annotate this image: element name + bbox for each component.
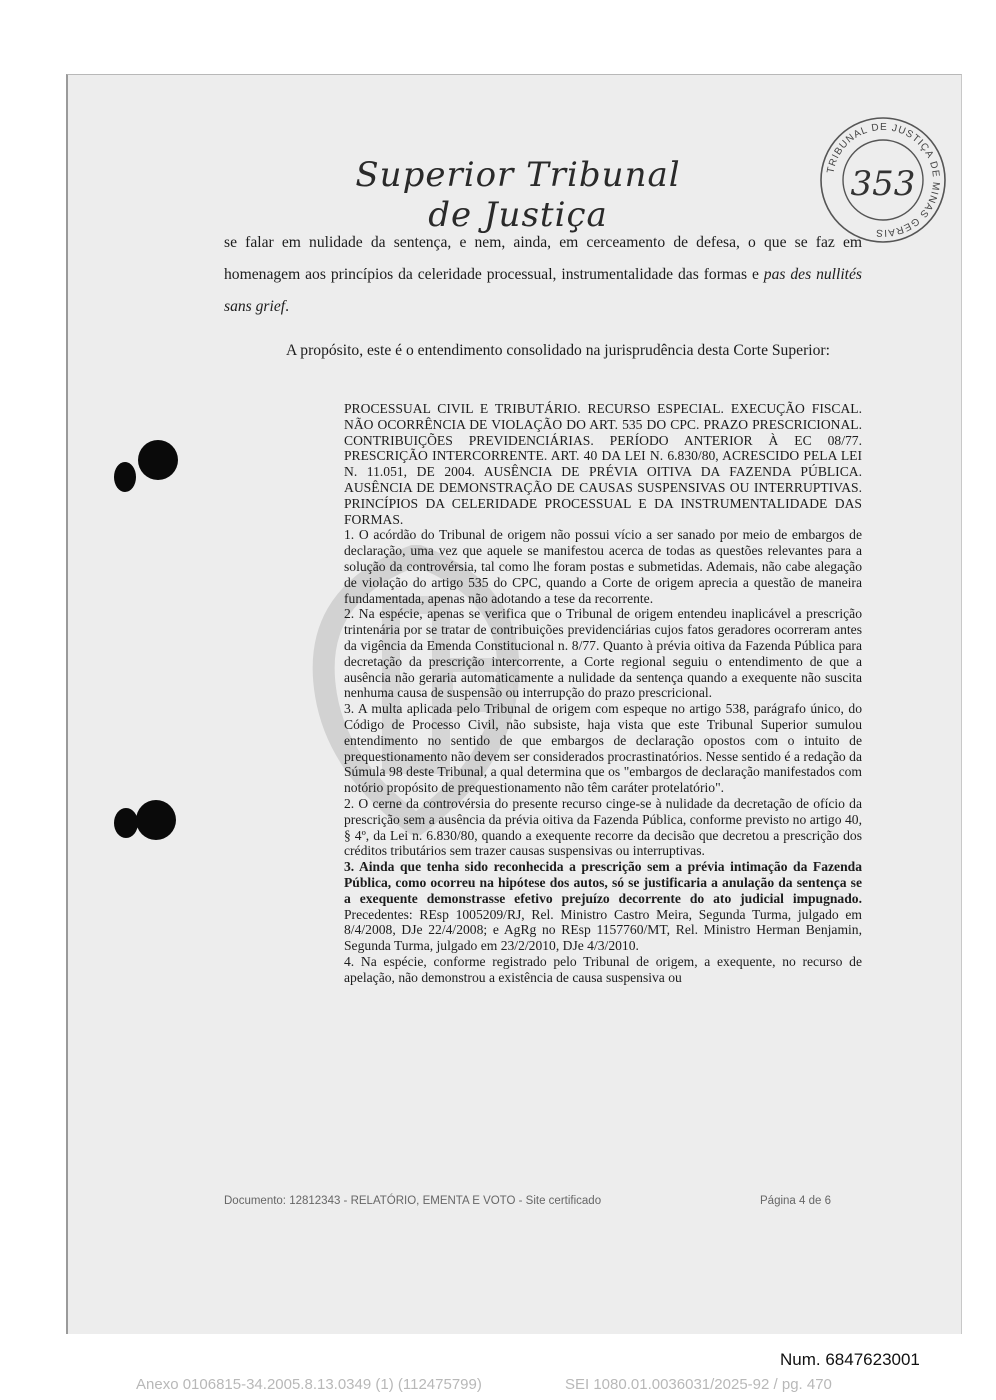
seal-ring-text: TRIBUNAL DE JUSTIÇA DE MINAS GERAIS (825, 121, 942, 239)
court-header-title: Superior Tribunal de Justiça (355, 155, 681, 235)
court-seal-stamp (818, 115, 948, 245)
punch-hole (114, 808, 138, 838)
document-footer-id: Documento: 12812343 - RELATÓRIO, EMENTA E VOTO - Site certificado (224, 1195, 602, 1207)
quote-item-2: 2. Na espécie, apenas se verifica que o Tribunal de origem entendeu inaplicável a prescrição trintenária por se tratar de contribuições previdenciárias cujos fatos geradores ocorreram antes da vigência da Emenda Constitucional n. 8/77. Quanto à prévia oitiva da Fazenda Pública para decretação da prescrição intercorrente, a Corte regional seguiu o entendimento de que a ausência não geraria automaticamente a nulidade da sentença quando a exequente não suscita nenhuma causa de suspensão ou interrupção do prazo prescricional. (344, 606, 862, 701)
quote-item-5-bold: 3. Ainda que tenha sido reconhecida a prescrição sem a prévia intimação da Fazenda Pública, como ocorreu na hipótese dos autos, só se justificaria a anulação da sentença se a exequente demonstrasse efetivo prejuízo decorrente do ato judicial impugnado. (344, 859, 862, 906)
quote-item-6: 4. Na espécie, conforme registrado pelo Tribunal de origem, a exequente, no recurso de apelação, não demonstrou a existência de causa suspensiva ou (344, 953, 862, 985)
quote-item-3: 3. A multa aplicada pelo Tribunal de origem com espeque no artigo 538, parágrafo único, do Código de Processo Civil, não subsiste, haja vista que este Tribunal Superior sumulou entendimento no sentido de que embargos de declaração opostos com o intuito de prequestionamento não devem ser considerados procrastinatórios. Nesse sentido é a redação da Súmula 98 deste Tribunal, a qual determina que os "embargos de declaração manifestados com notório propósito de prequestionamento não têm caráter protelatório". (344, 701, 862, 796)
quote-item-5 (344, 859, 862, 954)
jurisprudence-quote (344, 401, 862, 985)
seal-number: 353 (850, 164, 916, 204)
scanned-page (66, 74, 962, 1334)
body-paragraph-1-text: se falar em nulidade da sentença, e nem, ainda, em cerceamento de defesa, o que se faz em homenagem aos princípios da celeridade processual, instrumentalidade das formas e (224, 234, 862, 283)
sei-reference: SEI 1080.01.0036031/2025-92 / pg. 470 (565, 1376, 832, 1393)
quote-item-5-rest: Precedentes: REsp 1005209/RJ, Rel. Ministro Castro Meira, Segunda Turma, julgado em 8/4/2008, DJe 22/4/2008; e AgRg no REsp 1157760/MT, Rel. Ministro Herman Benjamin, Segunda Turma, julgado em 23/2/2010, DJe 4/3/2010. (344, 906, 862, 954)
quote-item-4: 2. O cerne da controvérsia do presente recurso cinge-se à nulidade da decretação de ofício da prescrição sem a ausência da prévia oitiva da Fazenda Pública, conforme previsto no artigo 40, § 4º, da Lei n. 6.830/80, quando a exequente recorre da decisão que decretou a prescrição dos créditos tributários sem trazer causas suspensivas ou interruptivas. (344, 795, 862, 859)
body-paragraph-1 (224, 227, 862, 323)
body-paragraph-1-end: . (285, 298, 289, 315)
quote-ementa: PROCESSUAL CIVIL E TRIBUTÁRIO. RECURSO ESPECIAL. EXECUÇÃO FISCAL. NÃO OCORRÊNCIA DE VIOLAÇÃO DO ART. 535 DO CPC. PRAZO PRESCRICIONAL. CONTRIBUIÇÕES PREVIDENCIÁRIAS. PERÍODO ANTERIOR À EC 08/77. PRESCRIÇÃO INTERCORRENTE. ART. 40 DA LEI N. 6.830/80, ACRESCIDO PELA LEI N. 11.051, DE 2004. AUSÊNCIA DE PRÉVIA OITIVA DA FAZENDA PÚBLICA. AUSÊNCIA DE DEMONSTRAÇÃO DE CAUSAS SUSPENSIVAS OU INTERRUPTIVAS. PRINCÍPIOS DA CELERIDADE PROCESSUAL E DA INSTRUMENTALIDADE DAS FORMAS. (344, 401, 862, 527)
document-footer-page: Página 4 de 6 (760, 1195, 831, 1207)
body-paragraph-2: A propósito, este é o entendimento consolidado na jurisprudência desta Corte Superior: (286, 342, 830, 359)
punch-hole (114, 462, 136, 492)
punch-hole (136, 800, 176, 840)
annex-reference: Anexo 0106815-34.2005.8.13.0349 (1) (112475799) (136, 1376, 482, 1393)
quote-item-1: 1. O acórdão do Tribunal de origem não possui vício a ser sanado por meio de embargos de declaração, uma vez que aquele se manifestou acerca de todas as questões relevantes para a solução da controvérsia, tal como lhe foram postas e submetidas. Ademais, não cabe alegação de violação do artigo 535 do CPC, quando a Corte de origem aprecia a questão de maneira fundamentada, apenas não adotando a tese da recorrente. (344, 527, 862, 606)
document-number-stamp: Num. 6847623001 (780, 1350, 920, 1369)
body-paragraph-1-italic: pas des nullités sans grief (224, 266, 862, 315)
punch-hole (138, 440, 178, 480)
